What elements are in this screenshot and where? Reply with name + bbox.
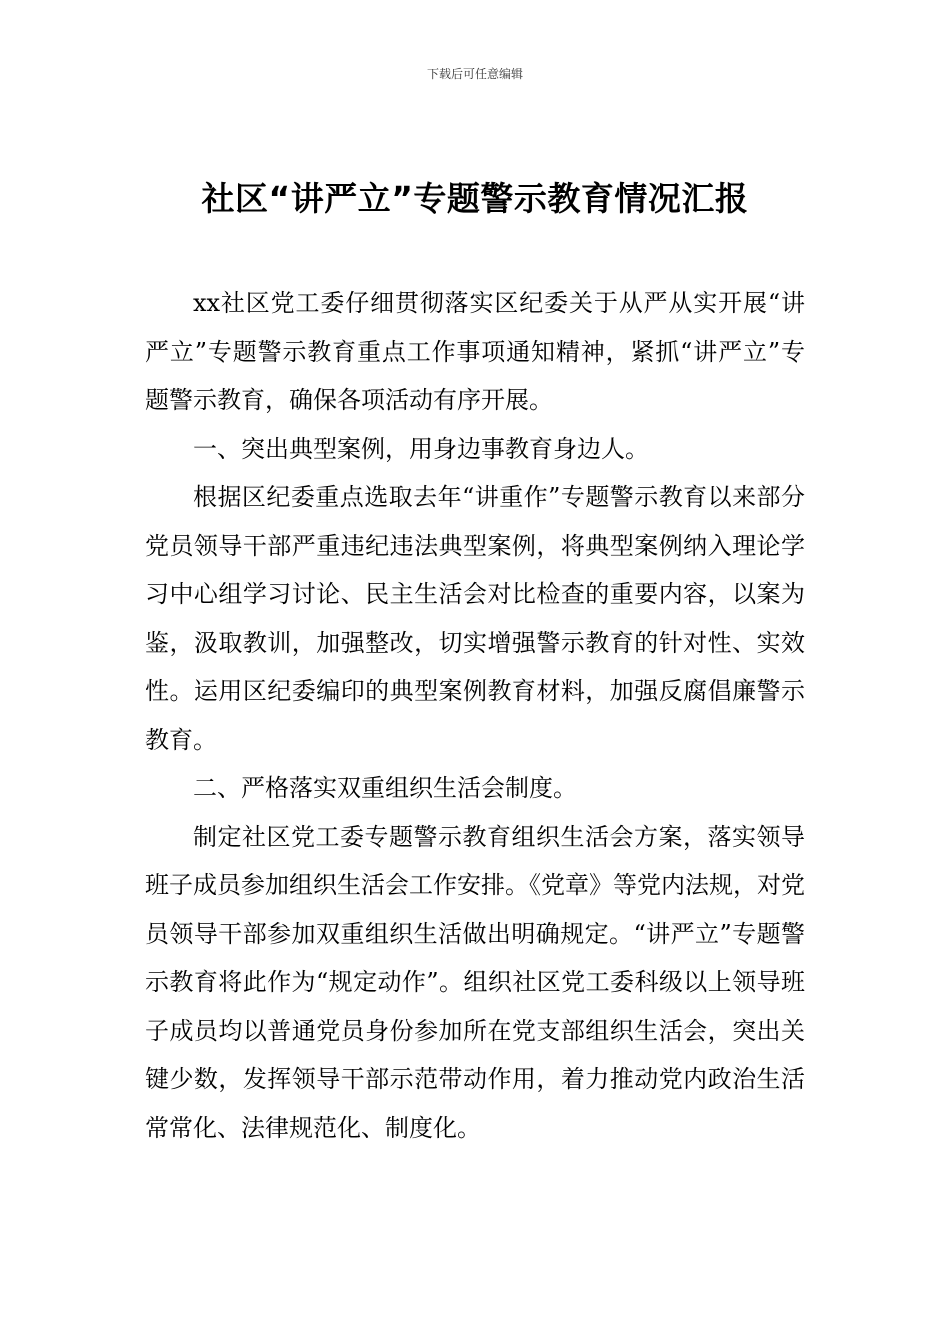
header-note: 下载后可任意编辑	[426, 67, 523, 81]
section-heading-1: 一、突出典型案例，用身边事教育身边人。	[193, 434, 649, 463]
document-title: 社区“讲严立”专题警示教育情况汇报	[201, 179, 749, 218]
section-heading-2: 二、严格落实双重组织生活会制度。	[193, 774, 577, 802]
paragraph-section-2: 制定社区党工委专题警示教育组织生活会方案，落实领导班子成员参加组织生活会工作安排。《党章》等党内法规，对党员领导干部参加双重组织生活做出明确规定。“讲严立”专题警示教育将此作为“规定动作”。组织社区党工委科级以上领导班子成员均以普通党员身份参加所在党支部组织生活会，突出关键少数，发挥领导干部示范带动作用，着力推动党内政治生活常常化、法律规范化、制度化。	[145, 822, 805, 1142]
paragraph-intro: xx社区党工委仔细贯彻落实区纪委关于从严从实开展“讲严立”专题警示教育重点工作事项通知精神，紧抓“讲严立”专题警示教育，确保各项活动有序开展。	[145, 289, 805, 414]
paragraph-section-1: 根据区纪委重点选取去年“讲重作”专题警示教育以来部分党员领导干部严重违纪违法典型案例，将典型案例纳入理论学习中心组学习讨论、民主生活会对比检查的重要内容，以案为鉴，汲取教训，加强整改，切实增强警示教育的针对性、实效性。运用区纪委编印的典型案例教育材料，加强反腐倡廉警示教育。	[145, 483, 805, 754]
document-body	[145, 279, 805, 1152]
